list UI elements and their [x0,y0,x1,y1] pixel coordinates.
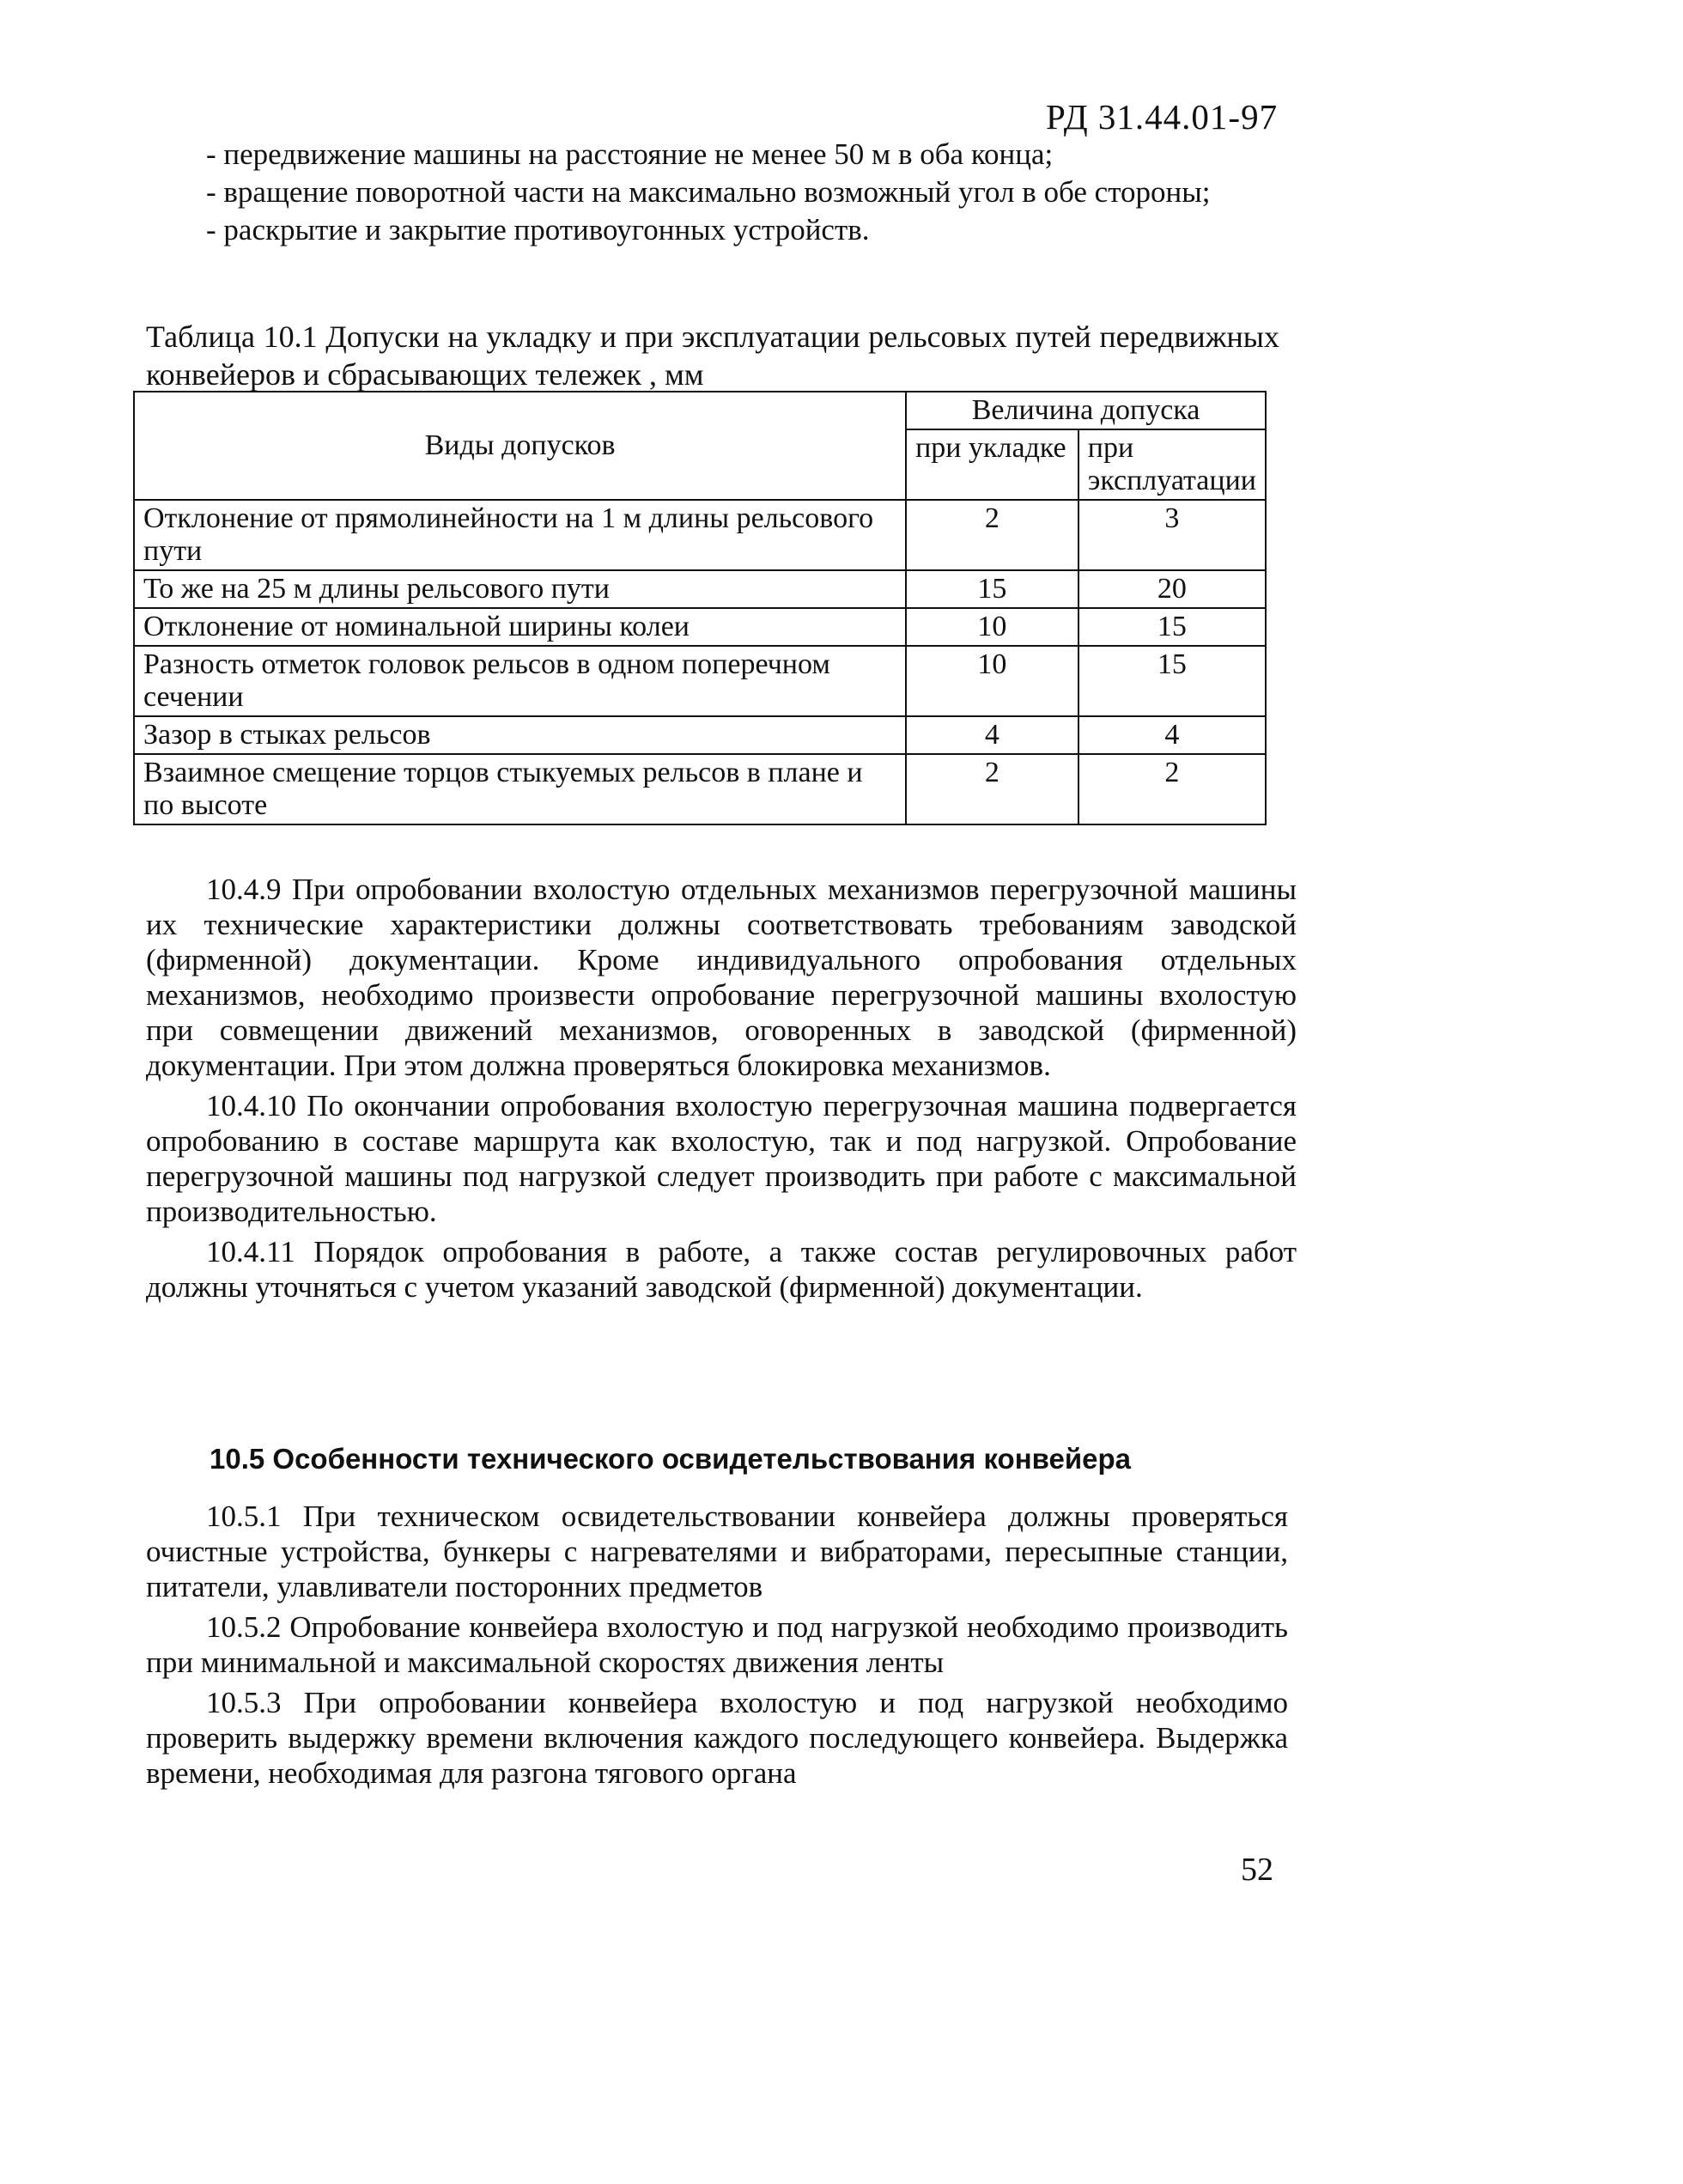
tolerance-kind: Отклонение от прямолинейности на 1 м длины рельсового пути [134,500,906,570]
install-value: 10 [906,646,1078,716]
column-header-group: Величина допуска [906,392,1266,429]
body-text-b [146,1499,1288,1796]
paragraph: 10.4.11 Порядок опробования в работе, а также состав регулировочных работ должны уточняться с учетом указаний заводской (фирменной) документации. [146,1235,1297,1304]
paragraph: 10.5.1 При техническом освидетельствовании конвейера должны проверяться очистные устройства, бункеры с нагревателями и вибраторами, пересыпные станции, питатели, улавливатели посторонних предметов [146,1500,1288,1603]
operation-value: 3 [1078,500,1266,570]
install-value: 4 [906,716,1078,754]
table-row [134,646,1266,716]
tolerance-kind: Разность отметок головок рельсов в одном поперечном сечении [134,646,906,716]
column-header-install: при укладке [906,429,1078,500]
table-header-row [134,392,1266,429]
bullet-item: - передвижение машины на расстояние не менее 50 м в оба конца; [206,137,1054,171]
paragraph: 10.4.10 По окончании опробования вхолостую перегрузочная машина подвергается опробованию в составе маршрута как вхолостую, так и под нагрузкой. Опробование перегрузочной машины под нагрузкой следует производить при работе с максимальной производительностью. [146,1089,1297,1228]
operation-value: 15 [1078,646,1266,716]
install-value: 2 [906,754,1078,824]
table-row [134,500,1266,570]
column-header-kind: Виды допусков [134,392,906,500]
table-row [134,754,1266,824]
section-heading: 10.5 Особенности технического освидетельствования конвейера [210,1443,1131,1475]
tolerance-table [133,391,1267,825]
bullet-list [146,136,1288,254]
install-value: 15 [906,570,1078,608]
table-caption: Таблица 10.1 Допуски на укладку и при эксплуатации рельсовых путей передвижных конвейеров и сбрасывающих тележек , мм [146,319,1279,392]
tolerance-kind: То же на 25 м длины рельсового пути [134,570,906,608]
operation-value: 2 [1078,754,1266,824]
bullet-item: - раскрытие и закрытие противоугонных устройств. [206,213,870,246]
tolerance-kind: Зазор в стыках рельсов [134,716,906,754]
column-header-operation: при эксплуатации [1078,429,1266,500]
tolerance-kind: Отклонение от номинальной ширины колеи [134,608,906,646]
install-value: 2 [906,500,1078,570]
table-row [134,608,1266,646]
operation-value: 20 [1078,570,1266,608]
document-code: РД 31.44.01-97 [1046,97,1279,137]
body-text-a [146,872,1297,1310]
tolerance-kind: Взаимное смещение торцов стыкуемых рельсов в плане и по высоте [134,754,906,824]
paragraph: 10.4.9 При опробовании вхолостую отдельных механизмов перегрузочной машины их технические характеристики должны соответствовать требованиям заводской (фирменной) документации. Кроме индивидуального опробования отдельных механизмов, необходимо произвести опробование перегрузочной машины вхолостую при совмещении движений механизмов, оговоренных в заводской (фирменной) документации. При этом должна проверяться блокировка механизмов. [146,873,1297,1082]
paragraph: 10.5.2 Опробование конвейера вхолостую и под нагрузкой необходимо производить при минимальной и максимальной скоростях движения ленты [146,1610,1288,1679]
paragraph: 10.5.3 При опробовании конвейера вхолостую и под нагрузкой необходимо проверить выдержку времени включения каждого последующего конвейера. Выдержка времени, необходимая для разгона тягового органа [146,1686,1288,1790]
page-number: 52 [1241,1852,1273,1888]
operation-value: 4 [1078,716,1266,754]
operation-value: 15 [1078,608,1266,646]
bullet-item: - вращение поворотной части на максимально возможный угол в обе стороны; [206,175,1211,209]
table-row [134,716,1266,754]
install-value: 10 [906,608,1078,646]
table-row [134,570,1266,608]
